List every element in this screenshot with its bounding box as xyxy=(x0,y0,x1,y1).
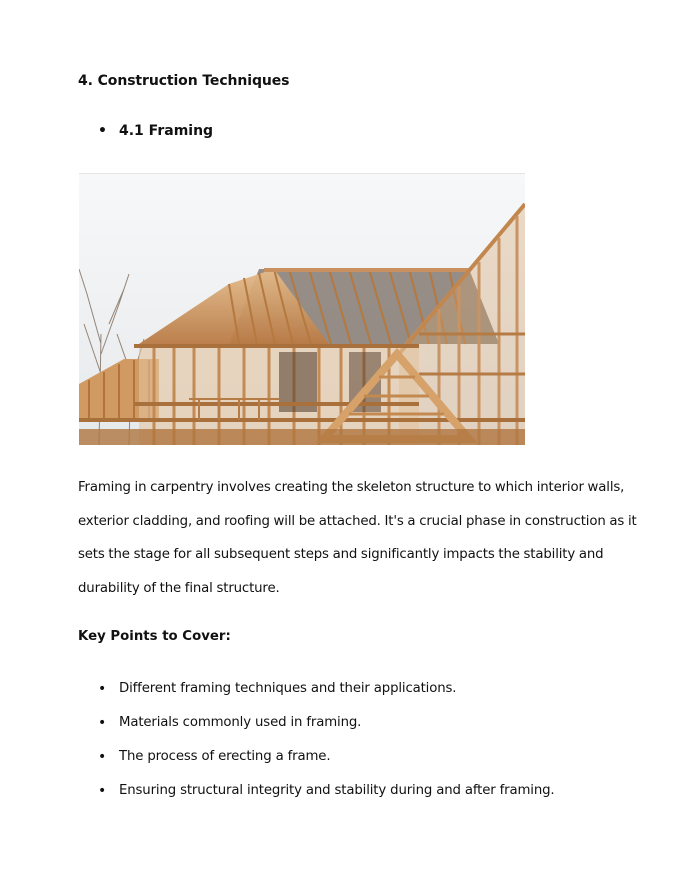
subsection-heading xyxy=(98,123,213,139)
house-framing-image xyxy=(79,173,525,445)
key-points-title: Key Points to Cover: xyxy=(78,629,231,644)
bullet-icon: • xyxy=(98,783,107,799)
list-item-text: The process of erecting a frame. xyxy=(119,749,331,764)
section-title: 4. Construction Techniques xyxy=(78,73,290,89)
subsection-title: 4.1 Framing xyxy=(119,123,214,139)
list-item xyxy=(98,706,555,740)
list-item xyxy=(98,672,555,706)
list-item-text: Materials commonly used in framing. xyxy=(119,715,362,730)
list-item-text: Ensuring structural integrity and stability during and after framing. xyxy=(119,783,555,798)
key-points-list xyxy=(98,672,555,808)
framing-description: Framing in carpentry involves creating the skeleton structure to which interior walls, exterior cladding, and roofing will be attached. It's a crucial phase in construction as it sets the stage for all subsequent steps and significantly impacts the stability and durability of the final structure. xyxy=(78,480,637,596)
list-item xyxy=(98,774,555,808)
bullet-icon: • xyxy=(98,681,107,697)
bullet-icon: • xyxy=(98,123,107,139)
bullet-icon: • xyxy=(98,749,107,765)
bullet-icon: • xyxy=(98,715,107,731)
list-item-text: Different framing techniques and their applications. xyxy=(119,681,457,696)
list-item xyxy=(98,740,555,774)
